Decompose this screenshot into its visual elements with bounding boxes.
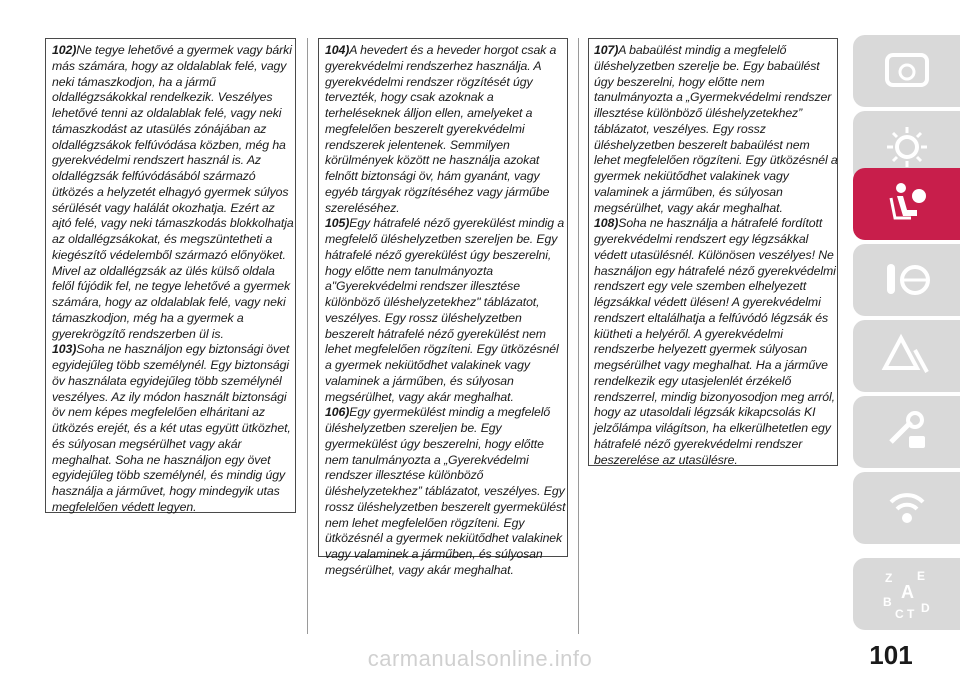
warning-text: A babaülést mindig a megfelelő üléshelyzetben szerelje be. Egy babaülést úgy beszerelni, hogy előtte nem tanulmányozta a „Gyermekvédelmi rendszer illesztése különböző üléshelyzetekhez” táblázatot, veszélyes. Egy rossz üléshelyzetben beszerelt babaülést nem lehet megfelelően rögzíteni. Egy ütközésnél a gyermek nekiütődhet valakinek vagy valaminek a járműben, és súlyosan megsérülhet, vagy akár meghalhat. (594, 43, 838, 215)
warning-paragraph (52, 43, 296, 342)
chapter-tab-index[interactable] (853, 558, 960, 630)
svg-text:A: A (900, 582, 914, 602)
warning-number: 103) (52, 342, 77, 357)
warning-text: Ne tegye lehetővé a gyermek vagy bárki más számára, hogy az oldalablak felé, vagy neki támaszkodjon, ha a jármű oldallégzsákokkal rendelkezik. Veszélyes lehetővé tenni az oldalablak felé, vagy neki támaszkodást az utasülés zónájában az oldallégzsákok felfúvódása közben, még ha gyerekvédelmi rendszert használ is. Az oldallégzsák felfúvódásából származó ütközés a helyzetét elhagyó gyermek súlyos sérülését vagy halálát okozhatja. Ezért az ajtó felé, vagy neki támaszkodás blokkolhatja az oldallégzsákokat, és megszüntetheti a kiegészítő védelemből származó előnyöket. Mivel az oldallégzsák az ülés külső oldala felől fújódik fel, ne tegye lehetővé a gyermek számára, hogy az oldalablak felé, vagy neki támaszkodjon, még ha a gyermek a gyerekrögzítő rendszerben ül is. (52, 43, 294, 341)
chapter-tab-starting[interactable] (853, 244, 960, 316)
warning-text: Egy gyermekülést mindig a megfelelő üléshelyzetben szereljen be. Egy gyermekülést úgy beszerelni, hogy előtte nem tanulmányozta a „Gyerekvédelmi rendszer illesztése különböző üléshelyzetekhez” táblázatot, veszélyes. Egy rossz üléshelyzetben beszerelt gyermekülést nem lehet megfelelően rögzíteni. Egy ütközésnél a gyermek nekiütődhet valakinek vagy valaminek a járműben, és súlyosan megsérülhet, vagy akár meghalhat. (325, 405, 566, 577)
column-divider (578, 38, 579, 634)
warning-paragraph (325, 216, 568, 405)
warning-number: 107) (594, 43, 619, 57)
warning-paragraph (325, 43, 568, 216)
lights-indicator-icon (881, 121, 933, 173)
warning-paragraph (594, 43, 839, 216)
chapter-tab-safety[interactable] (853, 168, 960, 240)
warning-text: Soha ne használjon egy biztonsági övet egyidejűleg több személynél. Egy biztonsági öv használata egyidejűleg több személynél veszélyes. Az ily módon használt biztonsági öv nem képes megfelelően elháritani az ütközés erejét, és a két utas együtt ütközhet, és súlyosan megsérülhet vagy akár meghalhat. Soha ne használjon egy övet egyidejűleg több személynél, és mindig úgy használja a járművet, hogy mindegyik utas megfelelően védett legyen. (52, 342, 291, 514)
warning-paragraph (325, 405, 568, 578)
svg-text:E: E (916, 569, 925, 583)
warning-text: Soha ne használja a hátrafelé fordított gyerekvédelmi rendszert egy légzsákkal védett utasülésnél. Különösen veszélyes! Ne használjon egy hátrafelé néző gyerekvédelmi rendszert egy vele szemben elhelyezett légzsákkal védett ülésen! A gyerekvédelmi rendszert eltalálhatja a felfúvódó légzsák és kiütheti a helyéről. A gyerekvédelmi rendszerbe helyezett gyermek súlyosan megsérülhet vagy meghalhat. Ha a járműve rendelkezik egy utasjelenlét érzékelő rendszerrel, mindig bizonyosodjon meg arról, hogy az utasoldali légzsák kikapcsolás KI jelzőlámpa világítson, ha elkerülhetetlen egy hátrafelé néző gyerekvédelmi rendszer beszerelése az utasülésre. (594, 216, 836, 467)
text-column-1 (52, 43, 296, 516)
svg-text:C: C (894, 607, 904, 620)
chapter-tab-emergency[interactable] (853, 320, 960, 392)
warning-text: Egy hátrafelé néző gyerekülést mindig a megfelelő üléshelyzetben szereljen be. Egy hátrafelé néző gyerekülést úgy beszerelni, hogy előtte nem tanulmányozta a"Gyerekvédelmi rendszer illesztése különböző üléshelyzetekhez" táblázatot, veszélyes. Egy rossz üléshelyzetben beszerelt hátrafelé néző gyerekülést nem lehet megfelelően rögzíteni. Egy ütközésnél a gyermek nekiütődhet valakinek vagy valaminek a járműben, és súlyosan megsérülhet, vagy akár meghalhat. (325, 216, 565, 404)
column-divider (307, 38, 308, 634)
text-column-3 (594, 43, 839, 468)
chapter-tab-multimedia[interactable] (853, 472, 960, 544)
watermark: carmanualsonline.info (367, 646, 593, 671)
warning-number: 105) (325, 216, 350, 231)
warning-number: 104) (325, 43, 350, 57)
warning-number: 106) (325, 405, 350, 420)
warning-number: 108) (594, 216, 619, 231)
chapter-tab-dashboard[interactable] (853, 35, 960, 107)
service-maintenance-icon (881, 406, 933, 458)
svg-text:Z: Z (884, 571, 892, 585)
warning-text: A hevedert és a heveder horgot csak a gyerekvédelmi rendszerhez használja. A gyerekvédelmi rendszer rögzítését úgy tervezték, hogy csak azoknak a terheléseknek álljon ellen, amelyeket a megfelelően beszerelt gyerekvédelmi rendszerek jelentenek. Semmilyen körülmények között ne használja azokat felnőtt biztonsági öv, hám gyanánt, vagy egyéb tárgyak rögzítéséhez vagy járműbe szereléséhez. (325, 43, 557, 215)
alphabetical-index-icon (881, 568, 933, 620)
warning-paragraph (594, 216, 839, 468)
svg-text:D: D (920, 601, 930, 615)
text-column-2 (325, 43, 568, 579)
warning-triangle-wrench-icon (881, 330, 933, 382)
key-steering-wheel-icon (881, 254, 933, 306)
warning-paragraph (52, 342, 296, 515)
car-dashboard-icon (881, 45, 933, 97)
warning-number: 102) (52, 43, 77, 57)
chapter-tab-maintenance[interactable] (853, 396, 960, 468)
svg-text:T: T (906, 607, 914, 620)
svg-text:B: B (882, 595, 892, 609)
page-number: 101 (869, 640, 913, 670)
seated-person-airbag-icon (881, 178, 933, 230)
multimedia-wifi-icon (881, 482, 933, 534)
